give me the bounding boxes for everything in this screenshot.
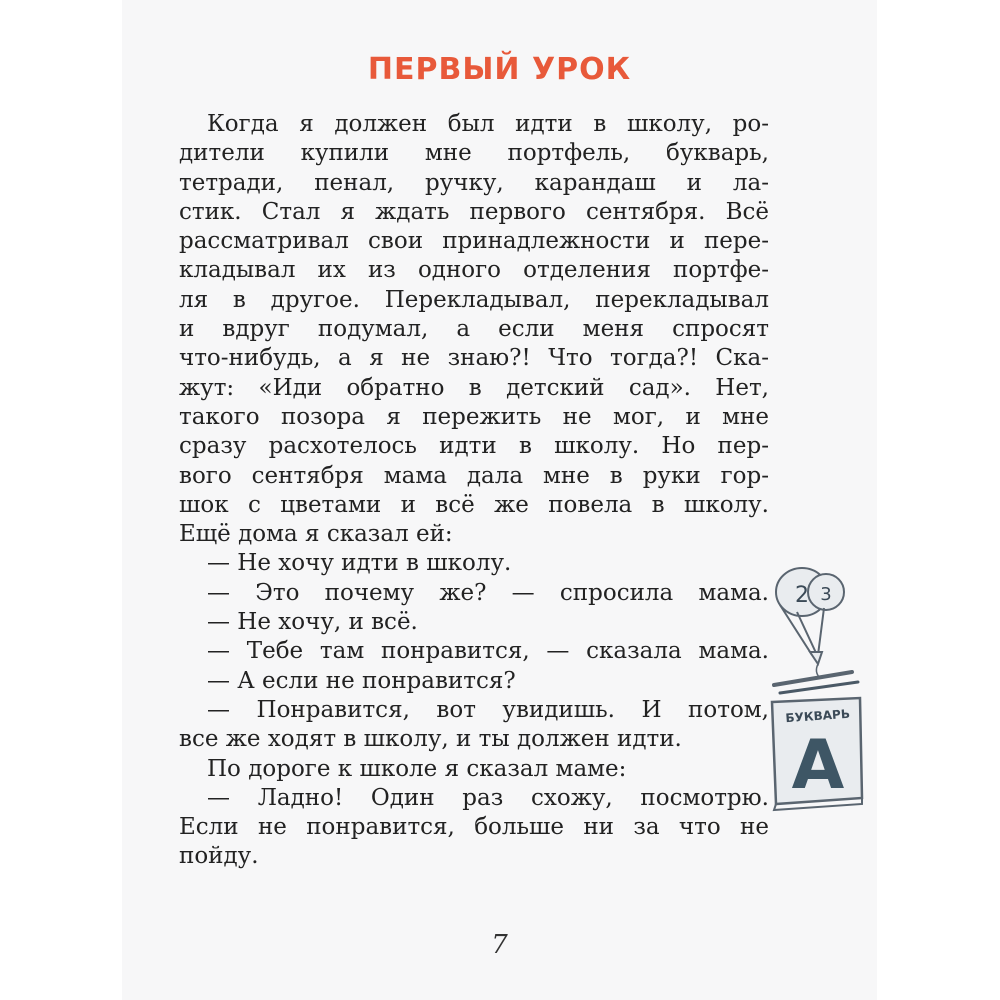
book-label: БУКВАРЬ	[785, 706, 851, 726]
text-line: — А если не понравится?	[207, 667, 516, 694]
text-line: пойду.	[179, 843, 259, 870]
balloon-icon	[776, 568, 844, 678]
text-line: сразу расхотелось идти в школу. Но пер-	[179, 433, 769, 460]
text-line: По дороге к школе я сказал маме:	[207, 755, 627, 782]
school-illustration	[762, 560, 872, 820]
text-line: Ещё дома я сказал ей:	[179, 521, 453, 548]
balloon-label-2: 3	[820, 584, 832, 605]
text-line: — Тебе там понравится, — сказала мама.	[207, 638, 769, 665]
book-page	[122, 0, 877, 1000]
text-line: шок с цветами и всё же повела в школу.	[179, 491, 769, 518]
text-line: стик. Стал я ждать первого сентября. Всё	[179, 198, 769, 225]
page-number: 7	[491, 930, 508, 960]
text-line: вого сентября мама дала мне в руки гор-	[179, 462, 769, 489]
text-line: что-нибудь, а я не знаю?! Что тогда?! Ска-	[179, 345, 769, 372]
text-line: — Не хочу идти в школу.	[207, 550, 512, 577]
text-line: — Ладно! Один раз схожу, посмотрю.	[207, 784, 769, 811]
story-text	[179, 110, 769, 872]
book-letter: А	[791, 726, 845, 805]
text-line: все же ходят в школу, и ты должен идти.	[179, 726, 682, 753]
text-line: кладывал их из одного отделения портфе-	[179, 257, 769, 284]
text-line: Когда я должен был идти в школу, ро-	[207, 111, 769, 137]
text-line: дители купили мне портфель, букварь,	[179, 140, 769, 167]
primer-book-icon	[772, 698, 862, 810]
text-line: — Это почему же? — спросила мама.	[207, 579, 769, 606]
chapter-title: ПЕРВЫЙ УРОК	[367, 52, 632, 87]
text-line: и вдруг подумал, а если меня спросят	[179, 316, 769, 343]
text-line: рассматривал свои принадлежности и пере-	[179, 228, 769, 255]
text-line: Если не понравится, больше ни за что не	[179, 814, 769, 841]
pencils-icon	[774, 672, 858, 693]
text-line: жут: «Иди обратно в детский сад». Нет,	[179, 374, 769, 401]
balloon-label-1: 2	[795, 583, 809, 608]
text-line: — Понравится, вот увидишь. И потом,	[207, 696, 769, 723]
text-line: ля в другое. Перекладывал, перекладывал	[179, 286, 769, 313]
text-line: тетради, пенал, ручку, карандаш и ла-	[179, 169, 769, 196]
text-line: — Не хочу, и всё.	[207, 609, 418, 636]
text-line: такого позора я пережить не мог, и мне	[179, 403, 769, 430]
